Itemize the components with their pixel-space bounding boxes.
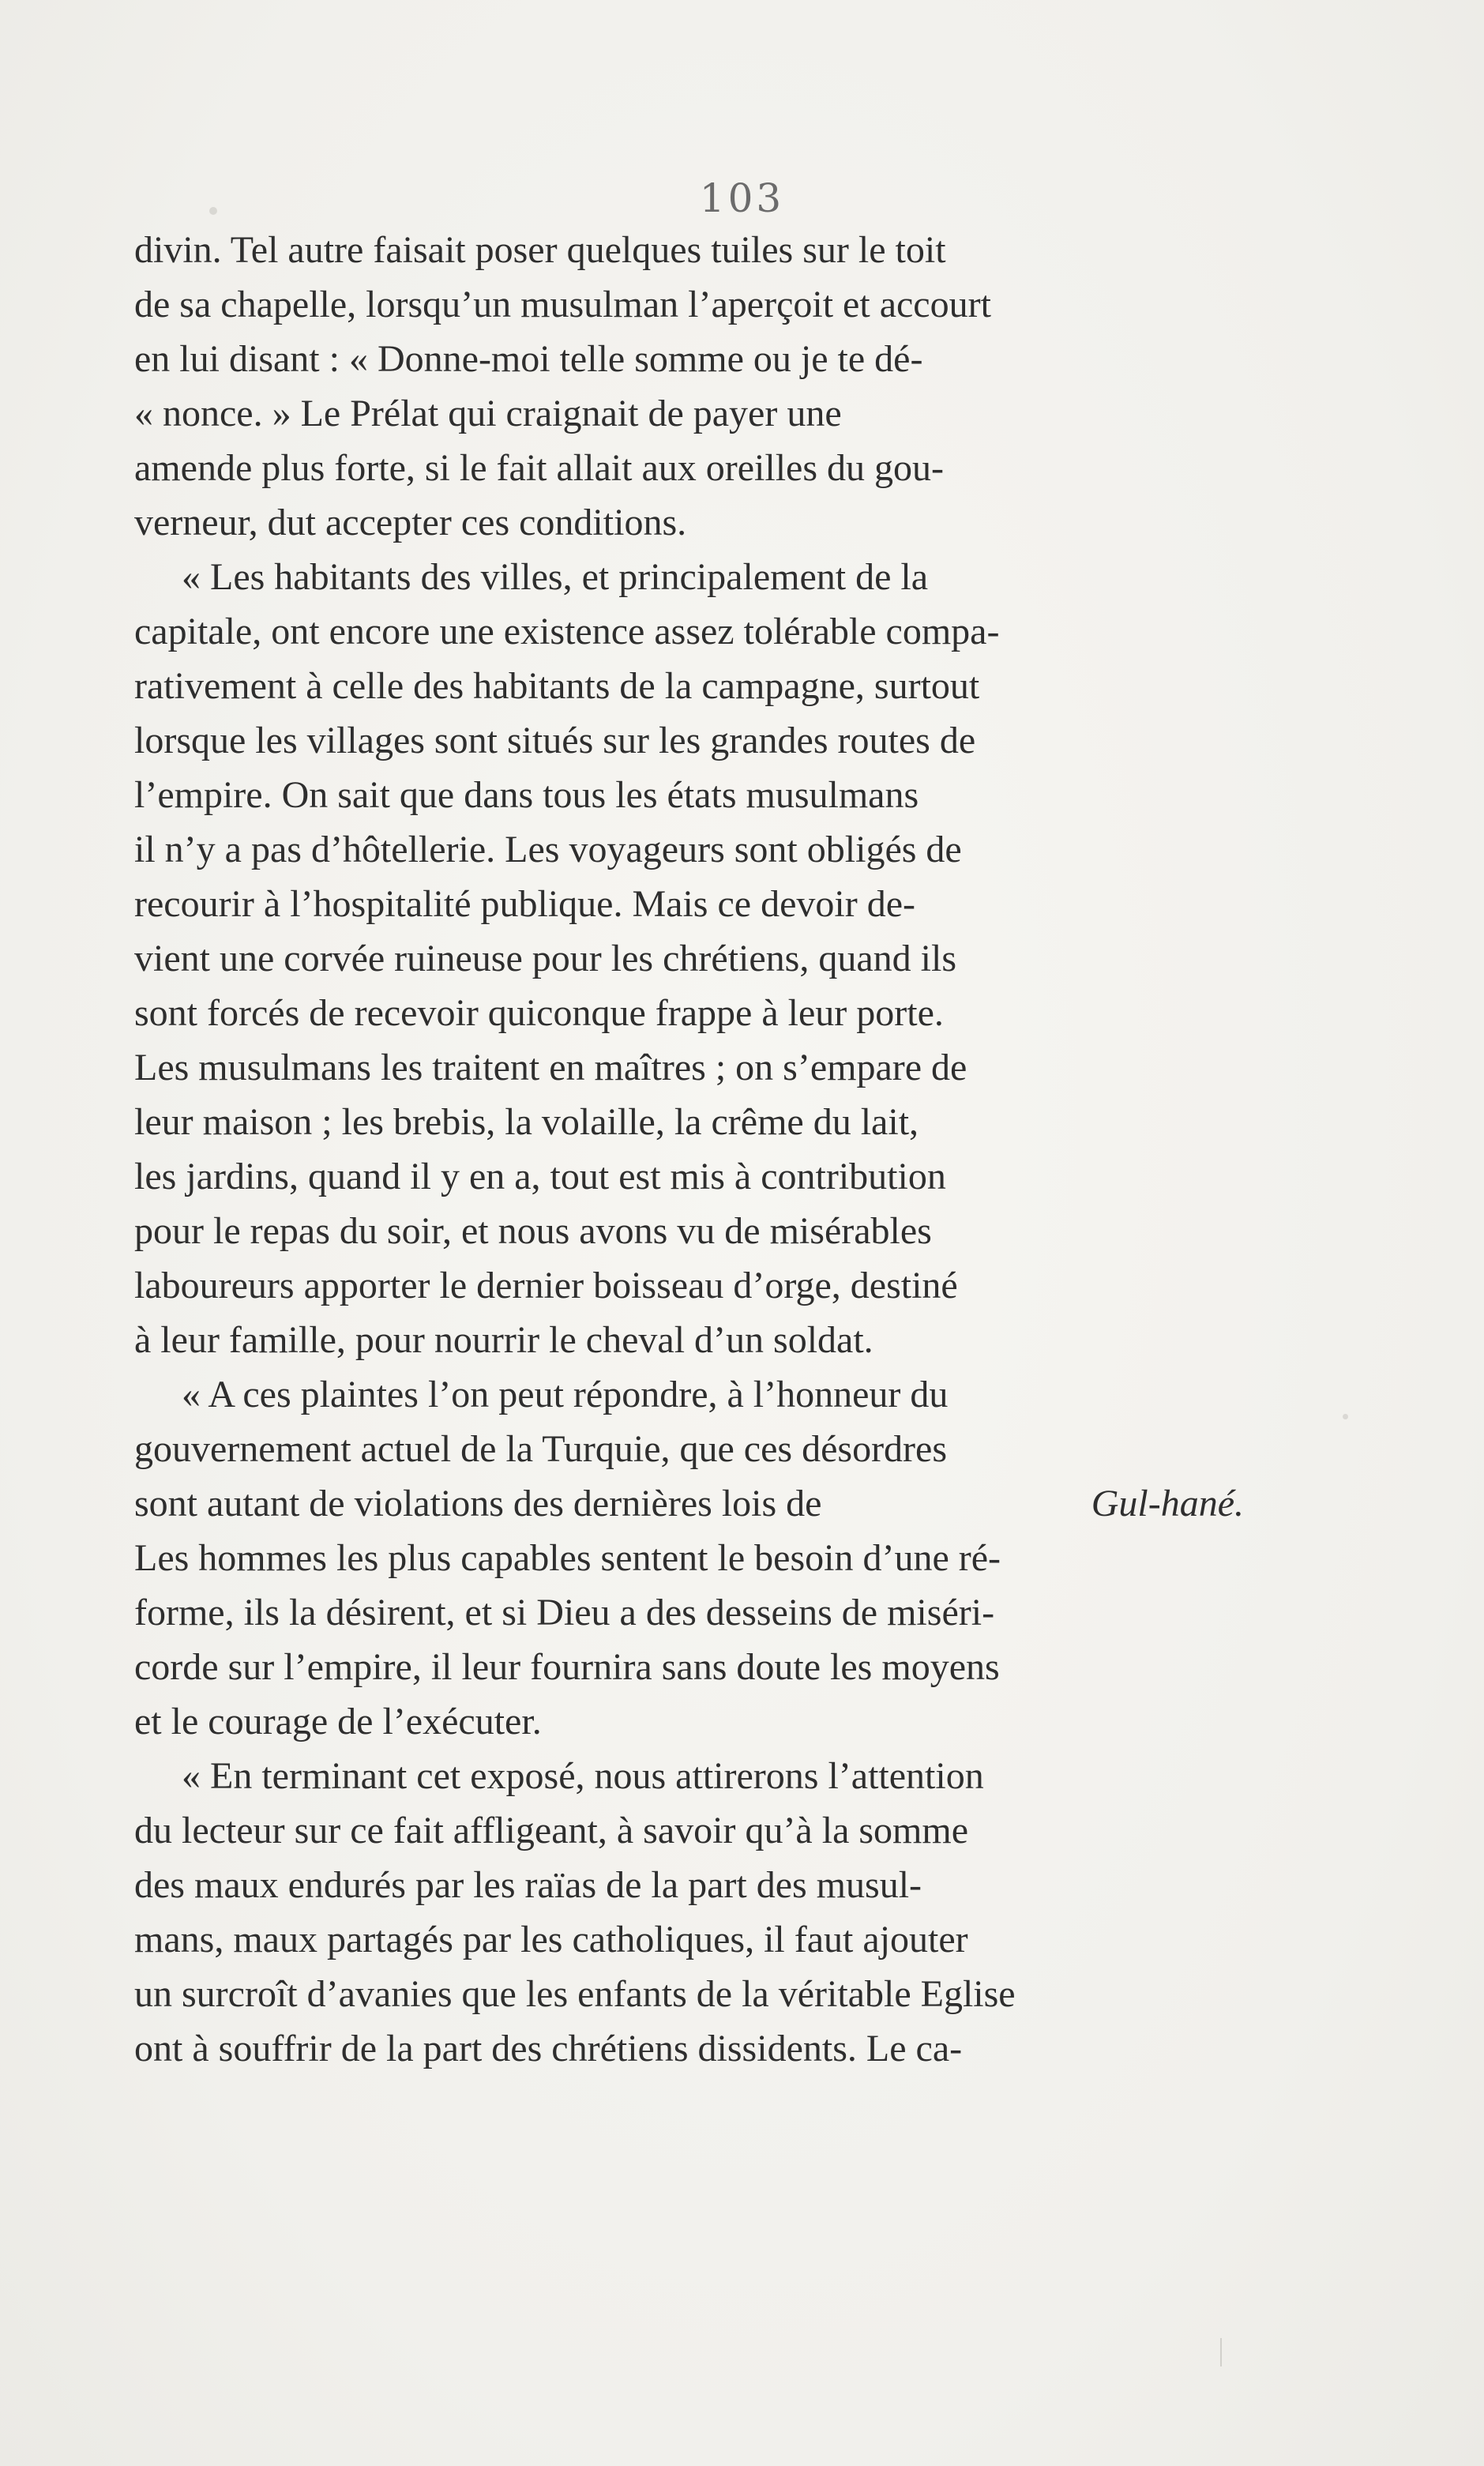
text-line: les jardins, quand il y en a, tout est mis à contribution <box>134 1156 946 1197</box>
text-line: sont forcés de recevoir quiconque frappe à leur porte. <box>134 992 944 1034</box>
paragraph-start-line: « En terminant cet exposé, nous attirerons l’attention <box>182 1755 984 1797</box>
text-line: Les hommes les plus capables sentent le besoin d’une ré- <box>134 1537 1001 1579</box>
text-line: de sa chapelle, lorsqu’un musulman l’aperçoit et accourt <box>134 284 991 325</box>
text-line: divin. Tel autre faisait poser quelques tuiles sur le toit <box>134 229 946 271</box>
text-line: « nonce. » Le Prélat qui craignait de payer une <box>134 393 842 434</box>
text-line: capitale, ont encore une existence assez tolérable compa- <box>134 611 1000 652</box>
text-line: et le courage de l’exécuter. <box>134 1701 542 1742</box>
text-line: leur maison ; les brebis, la volaille, la crême du lait, <box>134 1101 919 1143</box>
text-line: à leur famille, pour nourrir le cheval d’un soldat. <box>134 1319 873 1361</box>
body-text <box>134 223 1244 2076</box>
text-line: Les musulmans les traitent en maîtres ; on s’empare de <box>134 1047 967 1088</box>
text-line: ont à souffrir de la part des chrétiens dissidents. Le ca- <box>134 2028 963 2069</box>
text-line: vient une corvée ruineuse pour les chrétiens, quand ils <box>134 938 956 979</box>
text-line: mans, maux partagés par les catholiques, il faut ajouter <box>134 1919 968 1960</box>
ink-blot <box>1343 1414 1348 1419</box>
text-line: gouvernement actuel de la Turquie, que ces désordres <box>134 1428 948 1470</box>
text-line: laboureurs apporter le dernier boisseau d’orge, destiné <box>134 1265 958 1306</box>
text-line: forme, ils la désirent, et si Dieu a des desseins de miséri- <box>134 1592 995 1633</box>
text-line: recourir à l’hospitalité publique. Mais ce devoir de- <box>134 883 915 925</box>
text-line: en lui disant : « Donne-moi telle somme ou je te dé- <box>134 338 923 380</box>
italic-place-name: Gul-hané. <box>1091 1483 1244 1524</box>
text-line: un surcroît d’avanies que les enfants de la véritable Eglise <box>134 1973 1016 2015</box>
text-line: des maux endurés par les raïas de la part des musul- <box>134 1864 922 1906</box>
text-line: l’empire. On sait que dans tous les états musulmans <box>134 774 919 816</box>
text-line: du lecteur sur ce fait affligeant, à savoir qu’à la somme <box>134 1810 969 1851</box>
text-line: il n’y a pas d’hôtellerie. Les voyageurs sont obligés de <box>134 829 962 870</box>
text-line: sont autant de violations des dernières lois de Gul-hané. <box>134 1476 1244 1531</box>
text-line: pour le repas du soir, et nous avons vu de misérables <box>134 1210 932 1252</box>
ink-blot <box>209 207 217 215</box>
text-line: rativement à celle des habitants de la campagne, surtout <box>134 665 980 707</box>
text-line: corde sur l’empire, il leur fournira sans doute les moyens <box>134 1646 1000 1688</box>
paragraph-start-line: « Les habitants des villes, et principalement de la <box>182 556 929 598</box>
margin-mark <box>1220 2338 1222 2366</box>
text-line: verneur, dut accepter ces conditions. <box>134 502 687 543</box>
paragraph-start-line: « A ces plaintes l’on peut répondre, à l’honneur du <box>182 1374 949 1415</box>
text-line: amende plus forte, si le fait allait aux oreilles du gou- <box>134 447 945 489</box>
page-number: 103 <box>699 175 785 221</box>
text-line: lorsque les villages sont situés sur les grandes routes de <box>134 720 976 761</box>
